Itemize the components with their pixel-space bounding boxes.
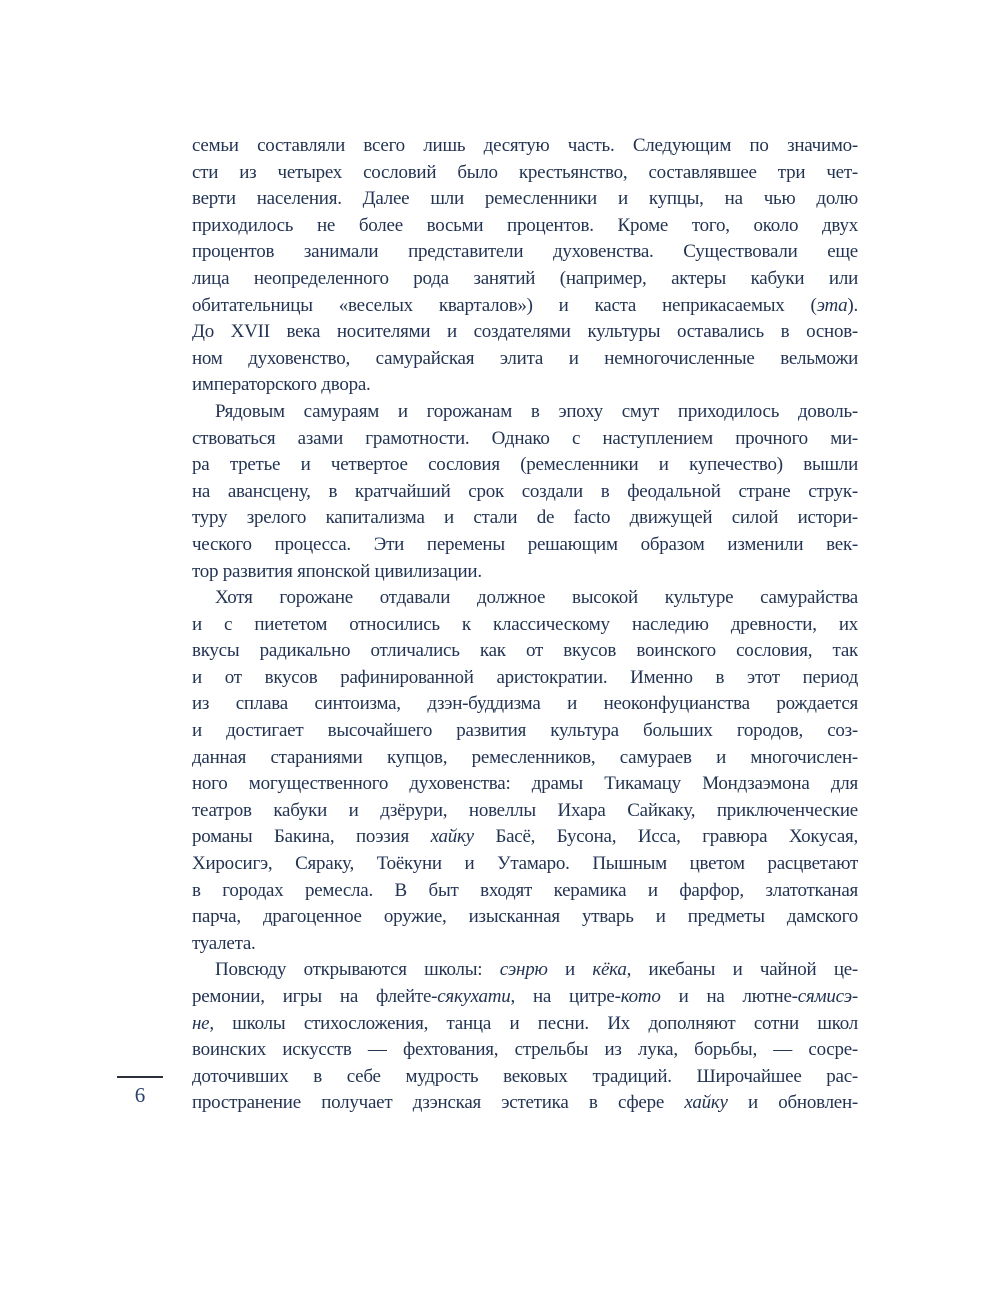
text-line [192,133,858,160]
text-run: , на цитре- [510,986,621,1007]
italic-term: кото [620,986,661,1007]
text-line [192,957,858,984]
text-line [192,904,858,931]
text-run: вкусы радикально отличались как от вкусов воинского сословия, так [192,640,858,662]
text-run: приходилось не более восьми процентов. Кроме того, около двух [192,214,858,236]
text-run: романы Бакина, поэзия [192,826,431,848]
text-line [192,718,858,745]
text-run: тор развития японской цивилизации. [192,560,482,582]
text-run: , школы стихосложения, танца и песни. Их дополняют сотни школ [209,1012,858,1034]
page-number: 6 [134,1083,146,1107]
text-line [192,372,858,399]
italic-term: кёка [592,959,627,981]
folio-rule [117,1076,163,1078]
text-run: и достигает высочайшего развития культура больших городов, соз- [192,720,858,742]
text-line [192,1011,858,1038]
text-line [192,878,858,905]
italic-term: сэнрю [499,959,548,981]
italic-term: хайку [430,826,474,848]
text-run: ном духовенство, самурайская элита и немногочисленные вельможи [192,347,858,369]
text-run: ствоваться азами грамотности. Однако с наступлением прочного ми- [192,427,858,449]
text-run: парча, драгоценное оружие, изысканная утварь и предметы дамского [192,906,858,928]
text-line [192,931,858,958]
text-run: театров кабуки и дзёрури, новеллы Ихара Сайкаку, приключенческие [192,799,858,821]
text-run: туру зрелого капитализма и стали de facto движущей силой истори- [192,507,858,529]
text-run: пространение получает дзэнская эстетика в сфере [192,1092,685,1114]
text-block [192,133,858,1117]
text-run: из сплава синтоизма, дзэн-буддизма и неоконфуцианства рождается [192,693,858,715]
text-line [192,452,858,479]
text-run: , икебаны и чайной це- [626,959,858,981]
text-run: ного могущественного духовенства: драмы Тикамацу Мондзаэмона для [192,773,858,795]
text-line [192,771,858,798]
text-line [192,1064,858,1091]
text-line [192,479,858,506]
text-line [192,612,858,639]
text-line [192,346,858,373]
text-line [192,505,858,532]
folio [117,1076,163,1106]
text-line [192,585,858,612]
italic-term: не [192,1012,210,1034]
text-run: Хотя горожане отдавали должное высокой культуре самурайства [215,587,858,609]
text-run: обитательницы «веселых кварталов») и каста неприкасаемых ( [192,294,817,316]
text-line [192,638,858,665]
italic-term: сямисэ- [797,986,858,1007]
text-line [192,824,858,851]
text-line [192,319,858,346]
italic-term: эта [816,294,848,316]
italic-term: хайку [684,1092,728,1114]
text-line [192,213,858,240]
text-line [192,186,858,213]
text-run: До XVII века носителями и создателями культуры оставались в основ- [192,321,858,343]
text-line [192,745,858,772]
text-line [192,1037,858,1064]
text-line [192,532,858,559]
text-run: Хиросигэ, Сяраку, Тоёкуни и Утамаро. Пышным цветом расцветают [192,853,858,875]
text-run: верти населения. Далее шли ремесленники и купцы, на чью долю [192,188,858,210]
text-run: ремонии, игры на флейте- [192,986,438,1007]
text-run: воинских искусств — фехтования, стрельбы из лука, борьбы, — сосре- [192,1039,858,1061]
text-run: ра третье и четвертое сословия (ремесленники и купечество) вышли [192,454,858,476]
text-run: Басё, Бусона, Исса, гравюра Хокусая, [473,826,858,848]
text-run: семьи составляли всего лишь десятую часть. Следующим по значимо- [192,135,858,156]
text-line [192,665,858,692]
text-run: данная стараниями купцов, ремесленников, самураев и многочислен- [192,746,858,768]
text-run: туалета. [192,932,256,954]
text-line [192,426,858,453]
text-run: на авансцену, в кратчайший срок создали в феодальной стране струк- [192,480,858,502]
text-run: ческого процесса. Эти перемены решающим образом изменили век- [192,533,858,555]
text-line [192,691,858,718]
text-line [192,559,858,586]
text-run: процентов занимали представители духовенства. Существовали еще [192,241,858,263]
text-run: Рядовым самураям и горожанам в эпоху смут приходилось доволь- [215,400,858,422]
text-line [192,399,858,426]
text-run: императорского двора. [192,374,371,396]
text-run: и обновлен- [727,1092,858,1114]
text-line [192,984,858,1011]
text-line [192,1090,858,1117]
text-run: Повсюду открываются школы: [215,959,500,981]
text-run: и от вкусов рафинированной аристократии. Именно в этот период [192,666,858,688]
text-run: и [547,959,593,981]
italic-term: сякухати [437,986,511,1007]
text-line [192,266,858,293]
text-line [192,160,858,187]
text-run: доточивших в себе мудрость вековых традиций. Широчайшее рас- [192,1065,858,1087]
text-run: и на лютне- [660,986,798,1007]
text-run: сти из четырех сословий было крестьянство, составлявшее три чет- [192,161,858,183]
text-line [192,798,858,825]
text-line [192,293,858,320]
text-line [192,239,858,266]
text-run: в городах ремесла. В быт входят керамика и фарфор, златотканая [192,879,858,901]
text-run: и с пиететом относились к классическому наследию древности, их [192,613,858,635]
text-run: ). [847,294,858,316]
text-line [192,851,858,878]
text-run: лица неопределенного рода занятий (например, актеры кабуки или [192,267,858,289]
